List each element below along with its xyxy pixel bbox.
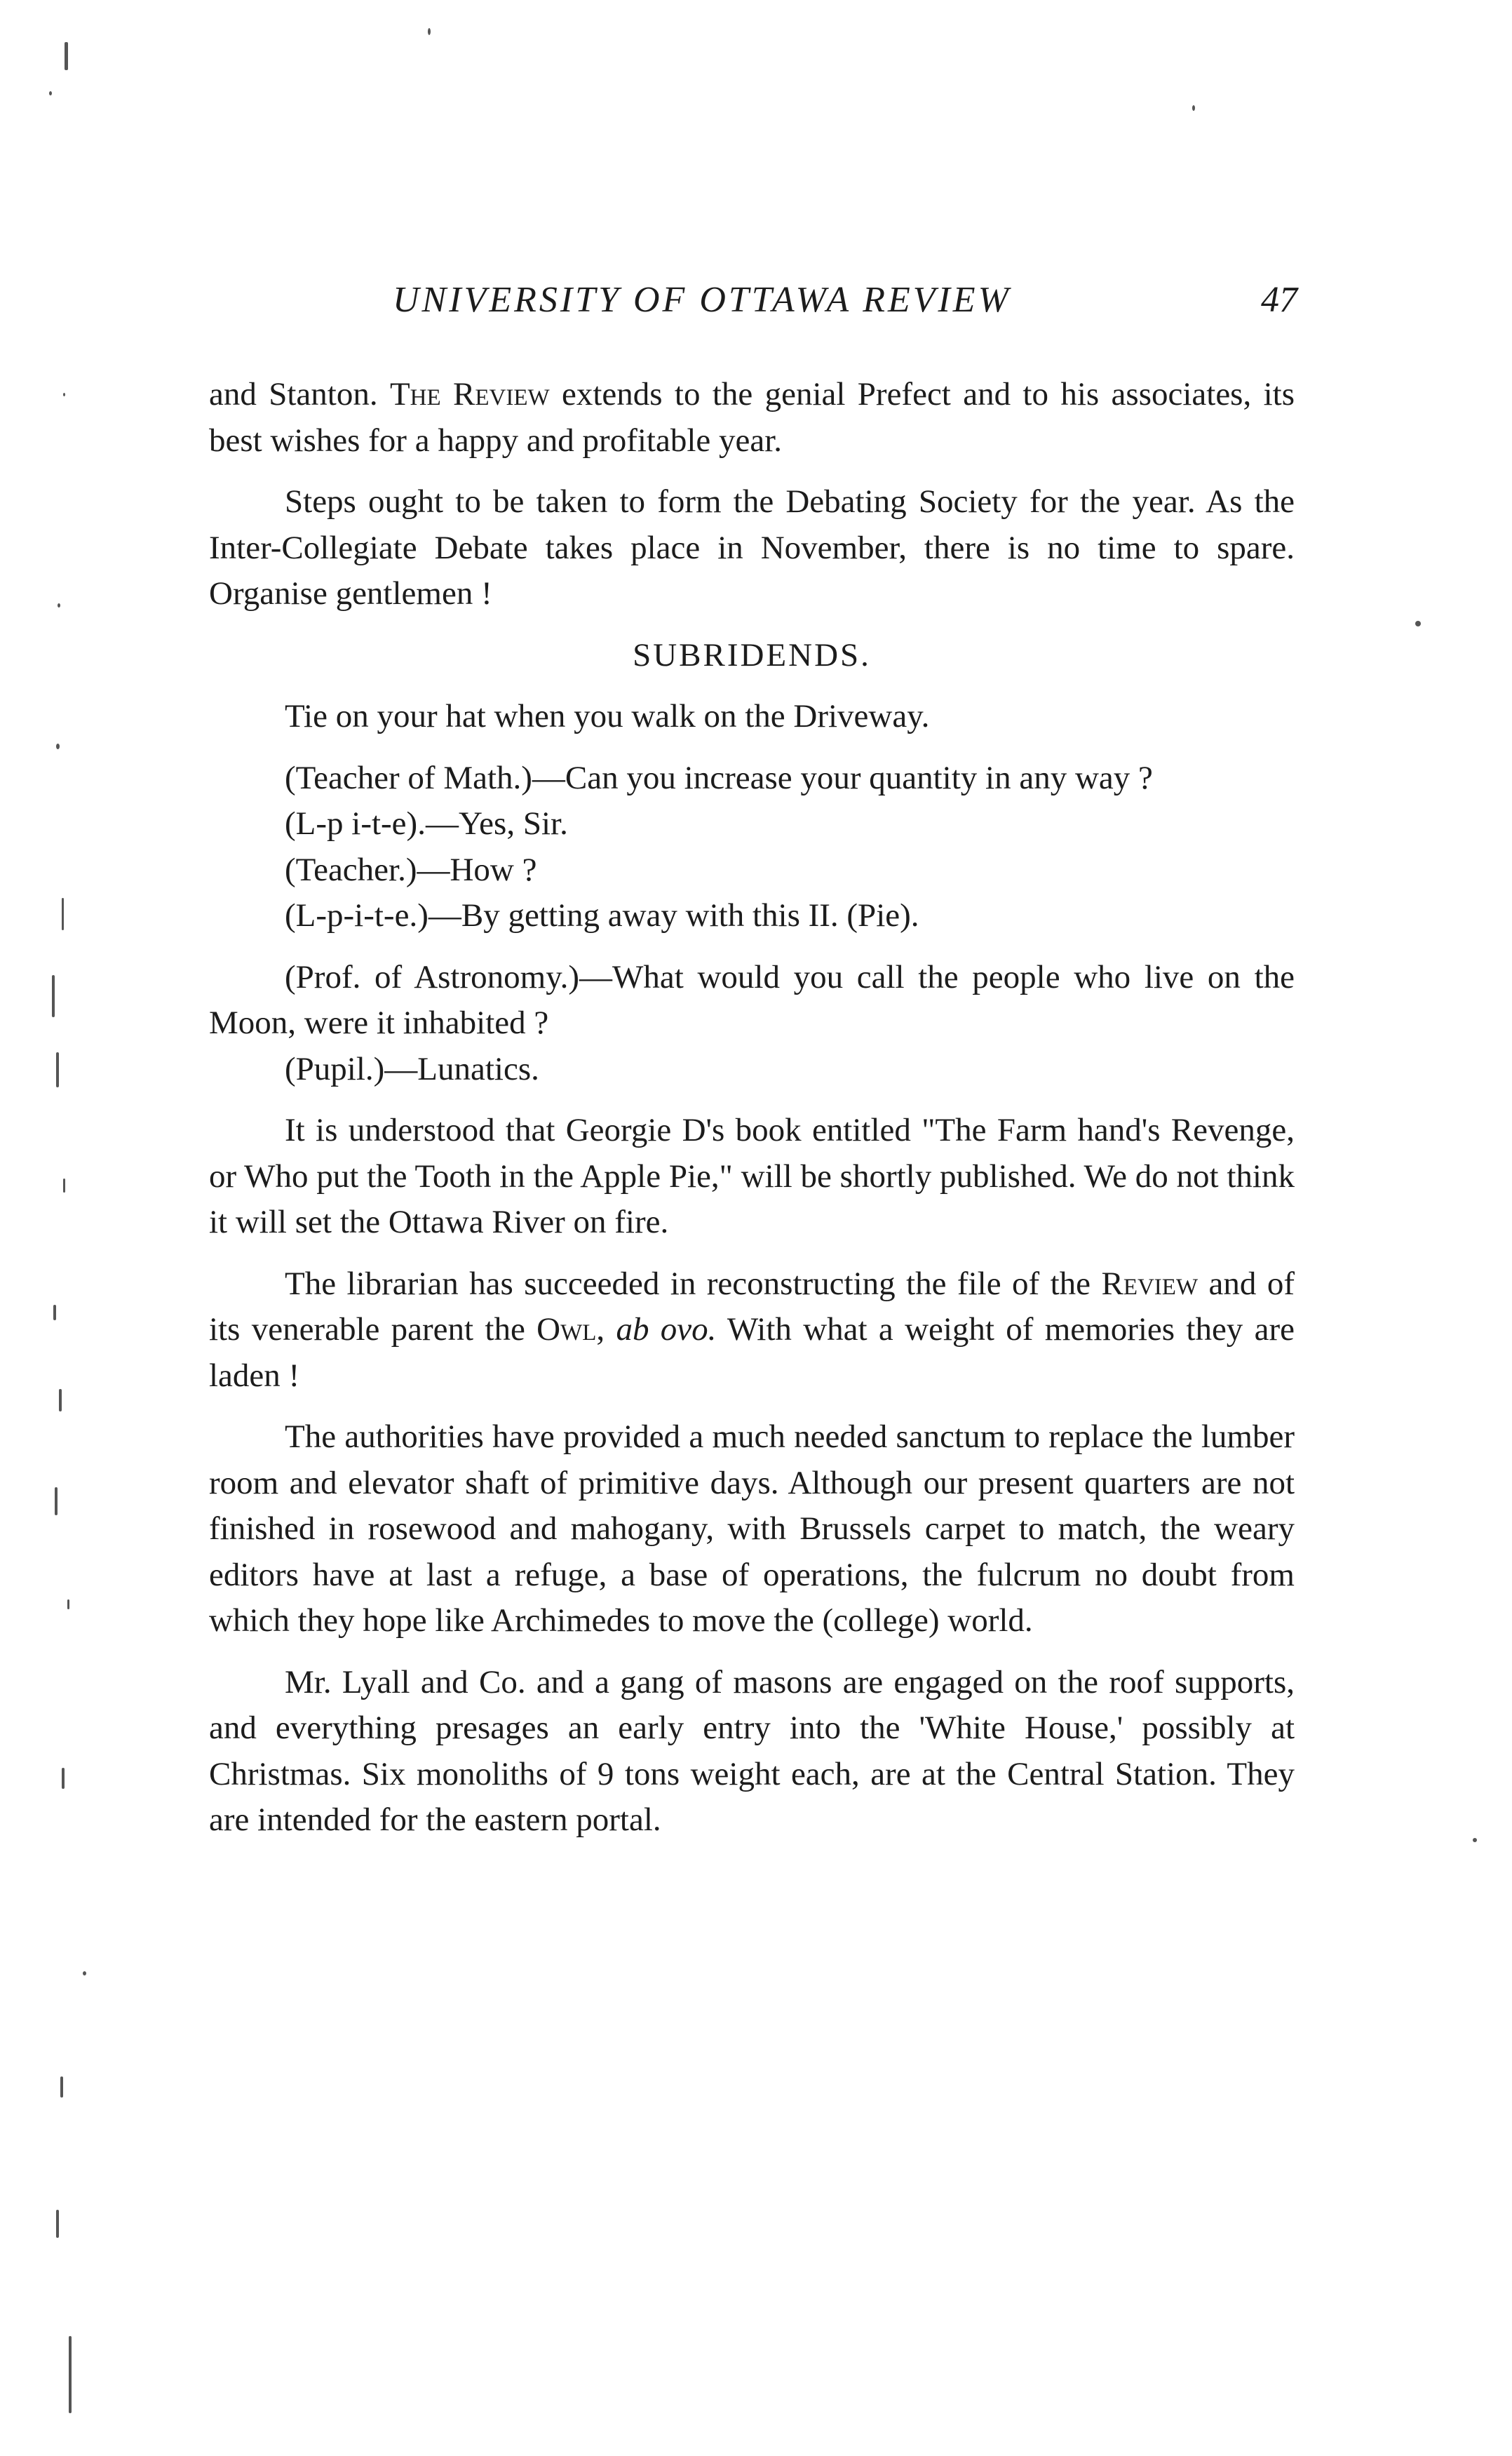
- text-run: and Stanton.: [209, 376, 390, 412]
- scan-speck: [56, 744, 60, 749]
- latin-phrase: ab ovo.: [616, 1311, 717, 1348]
- paragraph: [209, 1261, 1295, 1400]
- running-title: UNIVERSITY OF OTTAWA REVIEW: [393, 280, 1011, 320]
- scan-speck: [60, 2076, 63, 2098]
- journal-name: Owl: [536, 1311, 597, 1348]
- dialogue-line: (L-p i-t-e).—Yes, Sir.: [285, 805, 568, 842]
- journal-name: The Review: [389, 376, 550, 412]
- scan-speck: [65, 42, 68, 70]
- journal-name: Review: [1101, 1265, 1199, 1302]
- scan-speck: [58, 603, 60, 608]
- scan-speck: [67, 1599, 69, 1609]
- paragraph: Mr. Lyall and Co. and a gang of masons are engaged on the roof supports, and everything presages an early entry into the 'White House,' possibly at Christmas. Six monoliths of 9 tons weight each, are at the Central Station. They are intended for the eastern portal.: [209, 1663, 1295, 1838]
- scan-speck: [62, 898, 64, 930]
- text-run: The librarian has succeeded in reconstructing the file of the: [285, 1265, 1102, 1302]
- page-header: [393, 279, 1297, 328]
- scan-speck: [62, 1768, 65, 1789]
- scan-speck: [63, 393, 65, 396]
- dialogue-line: (Teacher.)—How ?: [285, 851, 537, 888]
- text-run: With what a weight of memories they are laden !: [209, 1311, 1295, 1394]
- dialogue-line: (L-p-i-t-e.)—By getting away with this II. (Pie).: [285, 897, 919, 934]
- scan-speck: [49, 91, 52, 95]
- scan-speck: [56, 1052, 59, 1087]
- scan-speck: [1415, 621, 1421, 626]
- dialogue-line: (Pupil.)—Lunatics.: [285, 1050, 539, 1087]
- scan-speck: [59, 1389, 62, 1411]
- scan-speck: [83, 1971, 86, 1975]
- text-run: and of its venerable parent the: [209, 1265, 1295, 1348]
- paragraph: The authorities have provided a much needed sanctum to replace the lumber room and elevator shaft of primitive days. Although our present quarters are not finished in rosewood and mahogany, with Brussels carpet to match, the weary editors have at last a refuge, a base of operations, the fulcrum no doubt from which they hope like Archimedes to move the (college) world.: [209, 1418, 1295, 1639]
- paragraph: It is understood that Georgie D's book entitled "The Farm hand's Revenge, or Who put the Tooth in the Apple Pie," will be shortly published. We do not think it will set the Ottawa River on fire.: [209, 1112, 1295, 1240]
- page-body: [209, 372, 1295, 1859]
- scan-speck: [1192, 105, 1195, 111]
- section-heading: SUBRIDENDS.: [633, 636, 871, 673]
- scan-speck: [63, 1179, 65, 1193]
- text-run: ,: [596, 1311, 616, 1348]
- page-number: 47: [1261, 280, 1297, 320]
- paragraph: Tie on your hat when you walk on the Driveway.: [285, 698, 930, 734]
- dialogue-line: (Teacher of Math.)—Can you increase your quantity in any way ?: [285, 759, 1153, 796]
- scan-speck: [52, 975, 55, 1017]
- paragraph: Steps ought to be taken to form the Debating Society for the year. As the Inter-Collegiate Debate takes place in November, there is no time to spare. Organise gentlemen !: [209, 483, 1295, 612]
- scan-speck: [69, 2336, 72, 2413]
- scan-speck: [55, 1487, 58, 1515]
- scan-speck: [428, 28, 431, 35]
- scan-speck: [1473, 1838, 1477, 1842]
- scan-speck: [56, 2210, 59, 2238]
- paragraph: [209, 372, 1295, 464]
- dialogue-line: (Prof. of Astronomy.)—What would you call the people who live on the Moon, were it inhabited ?: [209, 958, 1295, 1041]
- scan-speck: [53, 1305, 56, 1320]
- text-run: extends to the genial Prefect and to his associates, its best wishes for a happy and profitable year.: [209, 376, 1295, 459]
